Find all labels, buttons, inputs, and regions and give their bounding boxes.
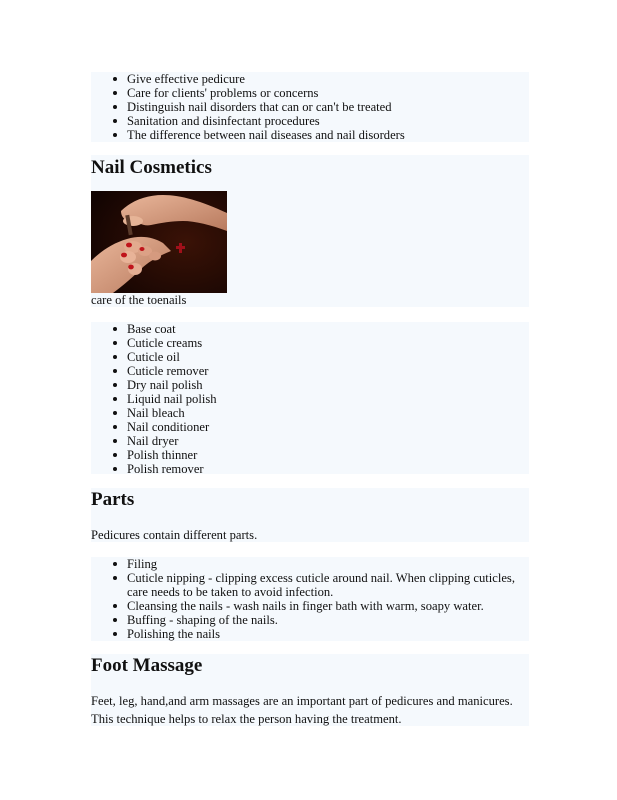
list-item: The difference between nail diseases and nail disorders: [91, 128, 529, 142]
list-item: Cuticle creams: [91, 336, 529, 350]
intro-list-block: [91, 72, 529, 142]
image-caption: care of the toenails: [91, 293, 187, 307]
list-item: Sanitation and disinfectant procedures: [91, 114, 529, 128]
cosmetics-list-block: [91, 322, 529, 474]
foot-massage-section: [91, 654, 529, 726]
nail-cosmetics-section: [91, 155, 529, 307]
list-item: Cuticle oil: [91, 350, 529, 364]
list-item: Nail bleach: [91, 406, 529, 420]
list-item: Nail conditioner: [91, 420, 529, 434]
list-item: Distinguish nail disorders that can or can't be treated: [91, 100, 529, 114]
list-item: Polishing the nails: [91, 627, 529, 641]
parts-intro: Pedicures contain different parts.: [91, 528, 258, 542]
section-heading-foot-massage: Foot Massage: [91, 655, 203, 676]
parts-list-block: [91, 557, 529, 641]
list-item: Cuticle nipping - clipping excess cuticle around nail. When clipping cuticles, care needs to be taken to avoid infection.: [91, 571, 529, 599]
list-item: Polish remover: [91, 462, 529, 476]
list-item: Cleansing the nails - wash nails in finger bath with warm, soapy water.: [91, 599, 529, 613]
cosmetics-list: [91, 322, 529, 476]
foot-massage-text: Feet, leg, hand,and arm massages are an important part of pedicures and manicures. This technique helps to relax the person having the treatment.: [91, 694, 513, 726]
list-item: Care for clients' problems or concerns: [91, 86, 529, 100]
list-item: Cuticle remover: [91, 364, 529, 378]
list-item: Liquid nail polish: [91, 392, 529, 406]
list-item: Nail dryer: [91, 434, 529, 448]
list-item: Base coat: [91, 322, 529, 336]
intro-list: [91, 72, 529, 142]
list-item: Give effective pedicure: [91, 72, 529, 86]
section-heading-parts: Parts: [91, 489, 135, 510]
parts-section: [91, 488, 529, 542]
list-item: Dry nail polish: [91, 378, 529, 392]
list-item: Buffing - shaping of the nails.: [91, 613, 529, 627]
list-item: Polish thinner: [91, 448, 529, 462]
toenail-painting-photo: [91, 191, 227, 293]
parts-list: [91, 557, 529, 641]
list-item: Filing: [91, 557, 529, 571]
section-heading-nail-cosmetics: Nail Cosmetics: [91, 157, 212, 178]
